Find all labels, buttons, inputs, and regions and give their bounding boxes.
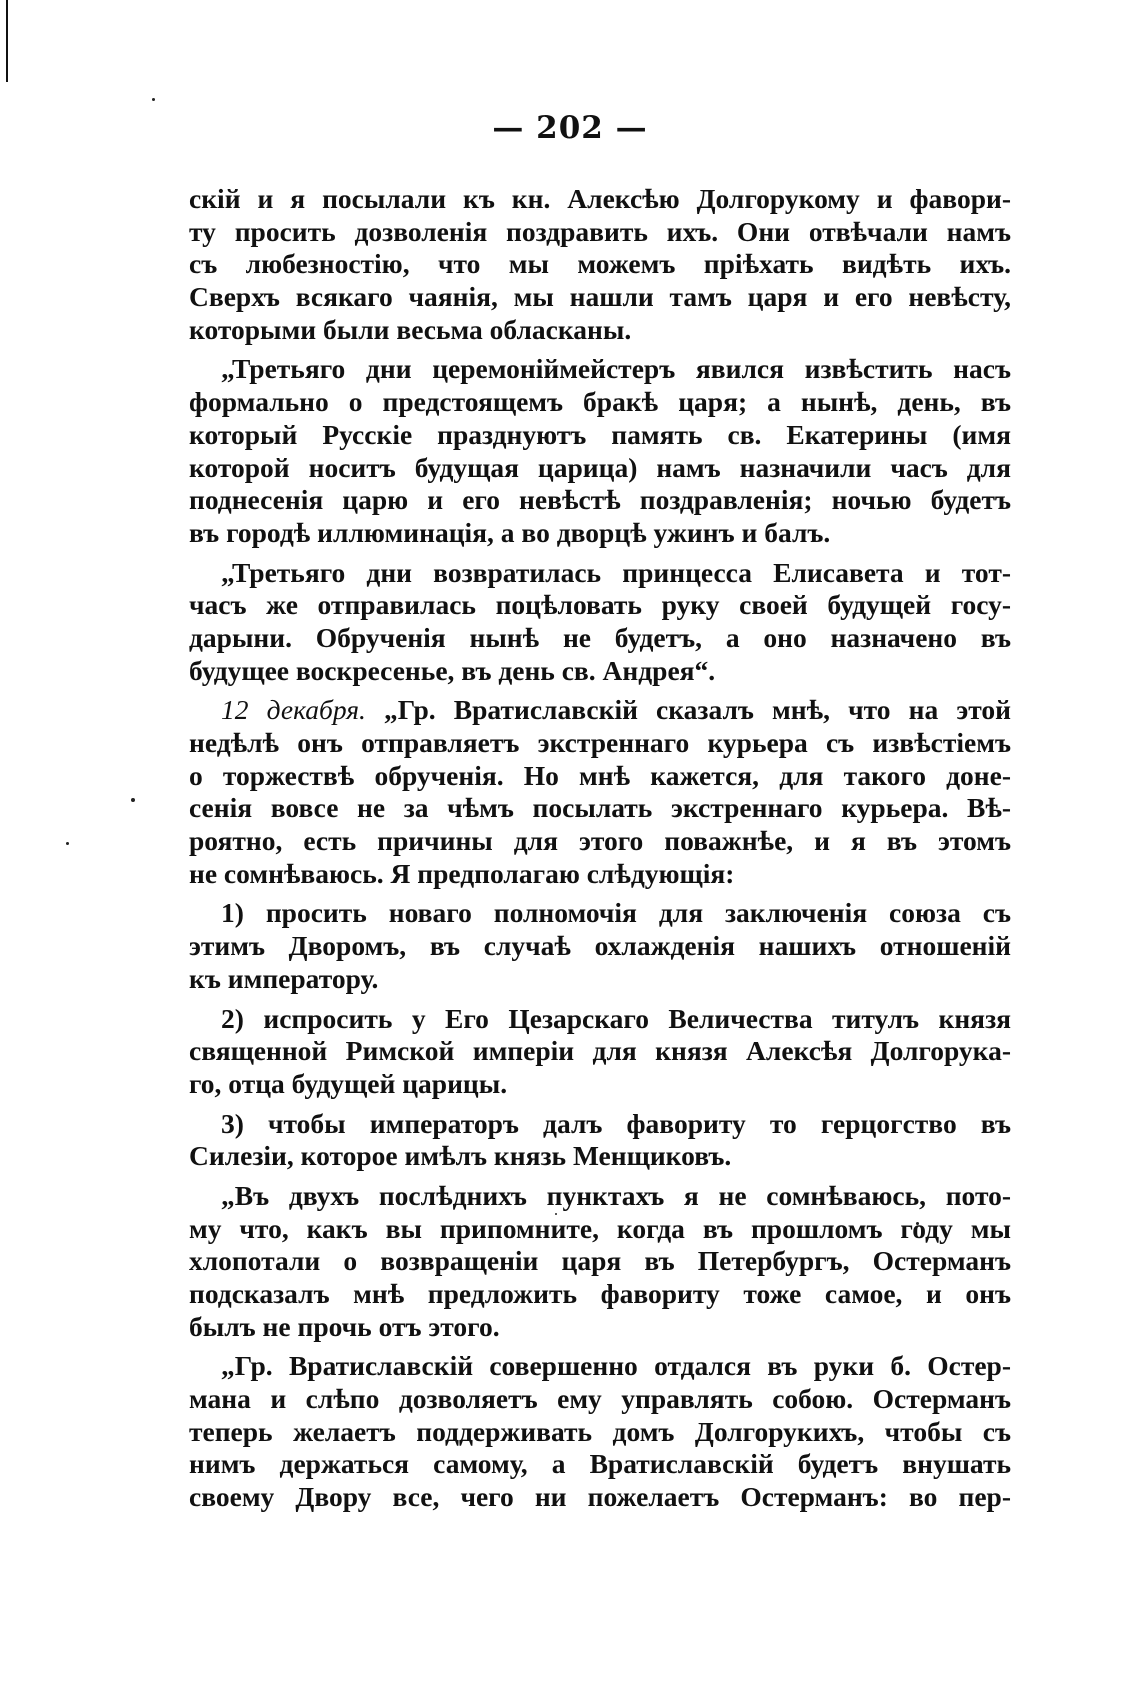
scan-edge-mark <box>6 0 8 82</box>
text-line: му что, какъ вы припомните, когда въ прошломъ году мы <box>189 1212 1011 1244</box>
text-line: въ городѣ иллюминація, а во дворцѣ ужинъ и балъ. <box>189 516 831 548</box>
list-item-2: 2) испросить у Его Цезарскаго Величества титулъ князя <box>221 1002 1011 1034</box>
text-line: хлопотали о возвращеніи царя въ Петербургъ, Остерманъ <box>189 1245 1011 1277</box>
text-line: къ императору. <box>189 962 379 994</box>
text-line: съ любезностію, что мы можемъ пріѣхать видѣть ихъ. <box>189 248 1011 280</box>
text-line: скій и я посылали къ кн. Алексѣю Долгорукому и фавори- <box>189 183 1011 214</box>
text-line: Сверхъ всякаго чаянія, мы нашли тамъ царя и его невѣсту, <box>189 281 1011 313</box>
text-line: поднесенія царю и его невѣстѣ поздравленія; ночью будетъ <box>189 484 1011 516</box>
text-line: подсказалъ мнѣ предложить фавориту тоже самое, и онъ <box>189 1278 1011 1309</box>
list-item-3: 3) чтобы императоръ далъ фавориту то герцогство въ <box>221 1107 1011 1139</box>
text-line: священной Римской имперіи для князя Алексѣя Долгорука- <box>189 1035 1011 1067</box>
text-line: своему Двору все, чего ни пожелаетъ Остерманъ: во пер- <box>189 1481 1011 1513</box>
ink-speck <box>131 798 135 802</box>
ink-speck <box>152 98 155 101</box>
text-line: часъ же отправилась поцѣловать руку своей будущей госу- <box>189 589 1011 621</box>
page-number: — 202 — <box>492 110 648 146</box>
text-line: ту просить дозволенія поздравить ихъ. Они отвѣчали намъ <box>189 215 1011 247</box>
text-line <box>189 694 1011 727</box>
text-line: сенія вовсе не за чѣмъ посылать экстреннаго курьера. Вѣ- <box>189 792 1011 824</box>
text-line: дарыни. Обрученія нынѣ не будетъ, а оно назначено въ <box>189 621 1011 653</box>
text-line: будущее воскресенье, въ день св. Андрея“. <box>189 654 716 686</box>
list-item-1: 1) просить новаго полномочія для заключенія союза съ <box>221 897 1011 929</box>
text-line: былъ не прочь отъ этого. <box>189 1310 500 1342</box>
body-text <box>189 183 1011 1514</box>
text-line: не сомнѣваюсь. Я предполагаю слѣдующія: <box>189 857 735 889</box>
text-line: которой носитъ будущая царица) намъ назначили часъ для <box>189 451 1011 483</box>
text-line: роятно, есть причины для этого поважнѣе, и я въ этомъ <box>189 825 1011 857</box>
text-line: этимъ Дворомъ, въ случаѣ охлажденія нашихъ отношеній <box>189 930 1011 962</box>
text-line: которыми были весьма обласканы. <box>189 313 632 345</box>
text-line: „Третьяго дни возвратилась принцесса Елисавета и тот- <box>221 556 1011 588</box>
text-line: го, отца будущей царицы. <box>189 1067 508 1099</box>
text-line: о торжествѣ обрученія. Но мнѣ кажется, для такого донe- <box>189 759 1011 791</box>
text-line: „Въ двухъ послѣднихъ пунктахъ я не сомнѣваюсь, пото- <box>221 1179 1011 1211</box>
text-line: нимъ держаться самому, а Вратиславскій будетъ внушать <box>189 1448 1011 1480</box>
text-line: который Русскіе празднуютъ память св. Екатерины (имя <box>189 418 1011 450</box>
entry-text: „Гр. Вратиславскій сказалъ мнѣ, что на этой <box>365 694 1011 726</box>
entry-date: 12 декабря. <box>221 694 366 726</box>
text-line: теперь желаетъ поддерживать домъ Долгорукихъ, чтобы съ <box>189 1415 1011 1447</box>
ink-speck <box>66 842 69 845</box>
text-line: недѣлѣ онъ отправляетъ экстреннаго курьера съ извѣстіемъ <box>189 727 1011 758</box>
text-line: формально о предстоящемъ бракѣ царя; а нынѣ, день, въ <box>189 386 1011 418</box>
text-line: Силезіи, которое имѣлъ князь Менщиковъ. <box>189 1140 732 1172</box>
text-line: „Третьяго дни церемоніймейстеръ явился извѣстить насъ <box>221 353 1011 385</box>
text-line: „Гр. Вратиславскій совершенно отдался въ руки б. Остер- <box>221 1350 1011 1382</box>
text-line: мана и слѣпо дозволяетъ ему управлять собою. Остерманъ <box>189 1383 1011 1415</box>
